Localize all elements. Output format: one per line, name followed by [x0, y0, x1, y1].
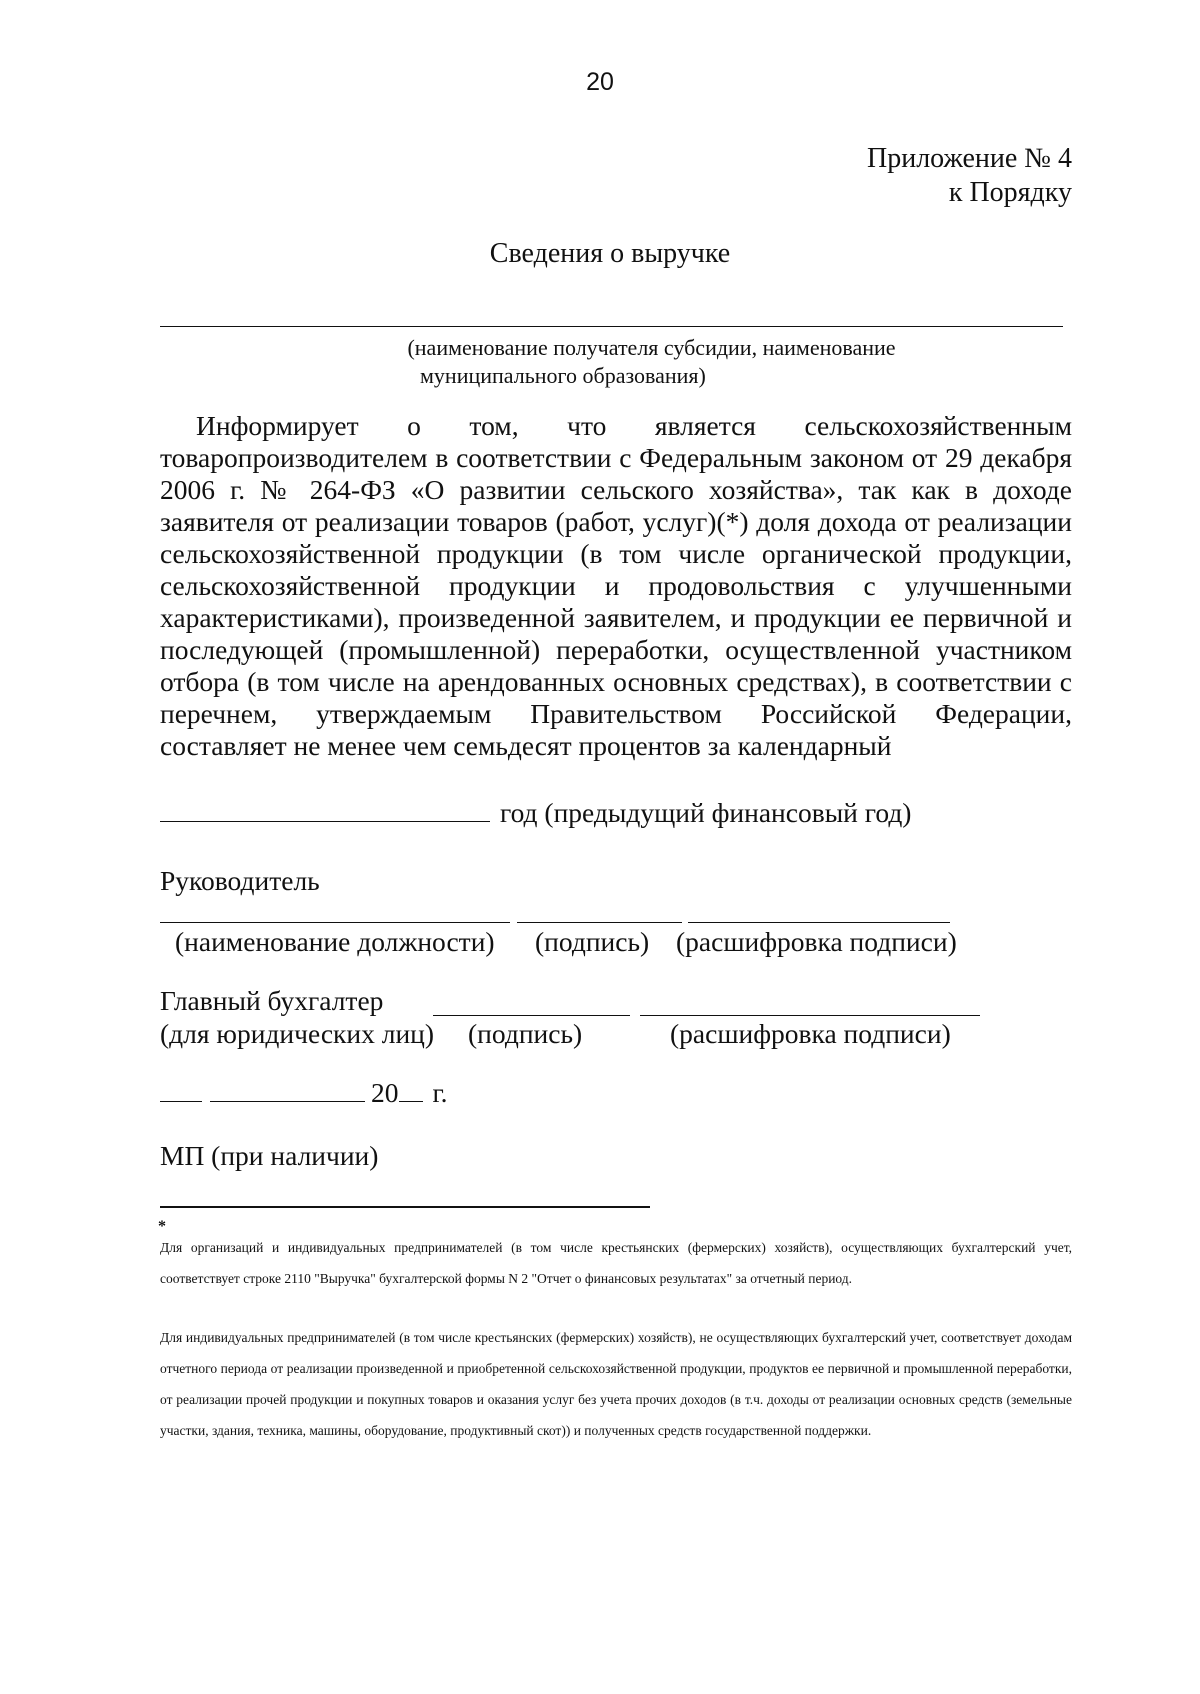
year-digits-blank — [399, 1077, 423, 1102]
head-caption-signature: (подпись) — [535, 926, 650, 957]
head-decoding-line — [688, 922, 950, 923]
accountant-signature-line — [433, 1015, 630, 1016]
recipient-caption — [160, 334, 1063, 390]
footnote-marker: * — [158, 1218, 166, 1235]
head-caption-position: (наименование должности) — [175, 926, 495, 957]
appendix-number: Приложение № 4 — [867, 143, 1072, 174]
stamp-label: МП (при наличии) — [160, 1140, 379, 1171]
accountant-caption-decoding: (расшифровка подписи) — [670, 1018, 951, 1049]
recipient-caption-line2: муниципального образования) — [420, 363, 706, 388]
recipient-name-line — [160, 326, 1063, 327]
year-prefix: 20 — [371, 1077, 399, 1108]
page-number: 20 — [586, 68, 614, 96]
head-signature-line — [517, 922, 682, 923]
footnote-paragraph-1: Для организаций и индивидуальных предпринимателей (в том числе крестьянских (фермерских) хозяйств), осуществляющих бухгалтерский учет, соответствует строке 2110 "Выручка" бухгалтерской формы N 2 "Отчет о финансовых результатах" за отчетный период. — [160, 1240, 1072, 1286]
year-abbrev: г. — [432, 1077, 448, 1108]
body-paragraph: Информирует о том, что является сельскохозяйственным товаропроизводителем в соответствии с Федеральным законом от 29 декабря 2006 г. № 264-ФЗ «О развитии сельского хозяйства», так как в доходе заявителя от реализации товаров (работ, услуг)(*) доля дохода от реализации сельскохозяйственной продукции (в том числе органической продукции, сельскохозяйственной продукции и продовольствия с улучшенными характеристиками), произведенной заявителем, и продукции ее первичной и последующей (промышленной) переработки, осуществленной участником отбора (в том числе на арендованных основных средствах), в соответствии с перечнем, утверждаемым Правительством Российской Федерации, составляет не менее чем семьдесят процентов за календарный — [160, 410, 1072, 761]
accountant-decoding-line — [640, 1015, 980, 1016]
accountant-caption-signature: (подпись) — [468, 1018, 583, 1049]
document-title: Сведения о выручке — [489, 238, 731, 269]
day-blank — [160, 1077, 202, 1102]
footnote-separator — [160, 1206, 650, 1208]
accountant-label: Главный бухгалтер — [160, 985, 384, 1016]
head-label: Руководитель — [160, 865, 320, 896]
head-caption-decoding: (расшифровка подписи) — [676, 926, 957, 957]
recipient-caption-line1: (наименование получателя субсидии, наименование — [407, 335, 896, 360]
footnote-paragraph-2: Для индивидуальных предпринимателей (в том числе крестьянских (фермерских) хозяйств), не осуществляющих бухгалтерский учет, соответствует доходам отчетного периода от реализации произведенной и приобретенной сельскохозяйственной продукции, продуктов ее первичной и промышленной переработки, от реализации прочей продукции и покупных товаров и оказания услуг без учета прочих доходов (в т.ч. доходы от реализации основных средств (земельные участки, здания, техника, машины, оборудование, продуктивный скот)) и полученных средств государственной поддержки. — [160, 1330, 1072, 1438]
year-suffix: год (предыдущий финансовый год) — [500, 797, 912, 828]
year-blank-line — [160, 797, 490, 822]
month-blank — [210, 1077, 365, 1102]
appendix-reference: к Порядку — [948, 177, 1072, 208]
appendix-heading — [867, 142, 1072, 210]
date-row — [160, 1077, 448, 1109]
year-row — [160, 797, 1072, 829]
head-position-line — [160, 922, 510, 923]
accountant-caption-entity: (для юридических лиц) — [160, 1018, 435, 1049]
